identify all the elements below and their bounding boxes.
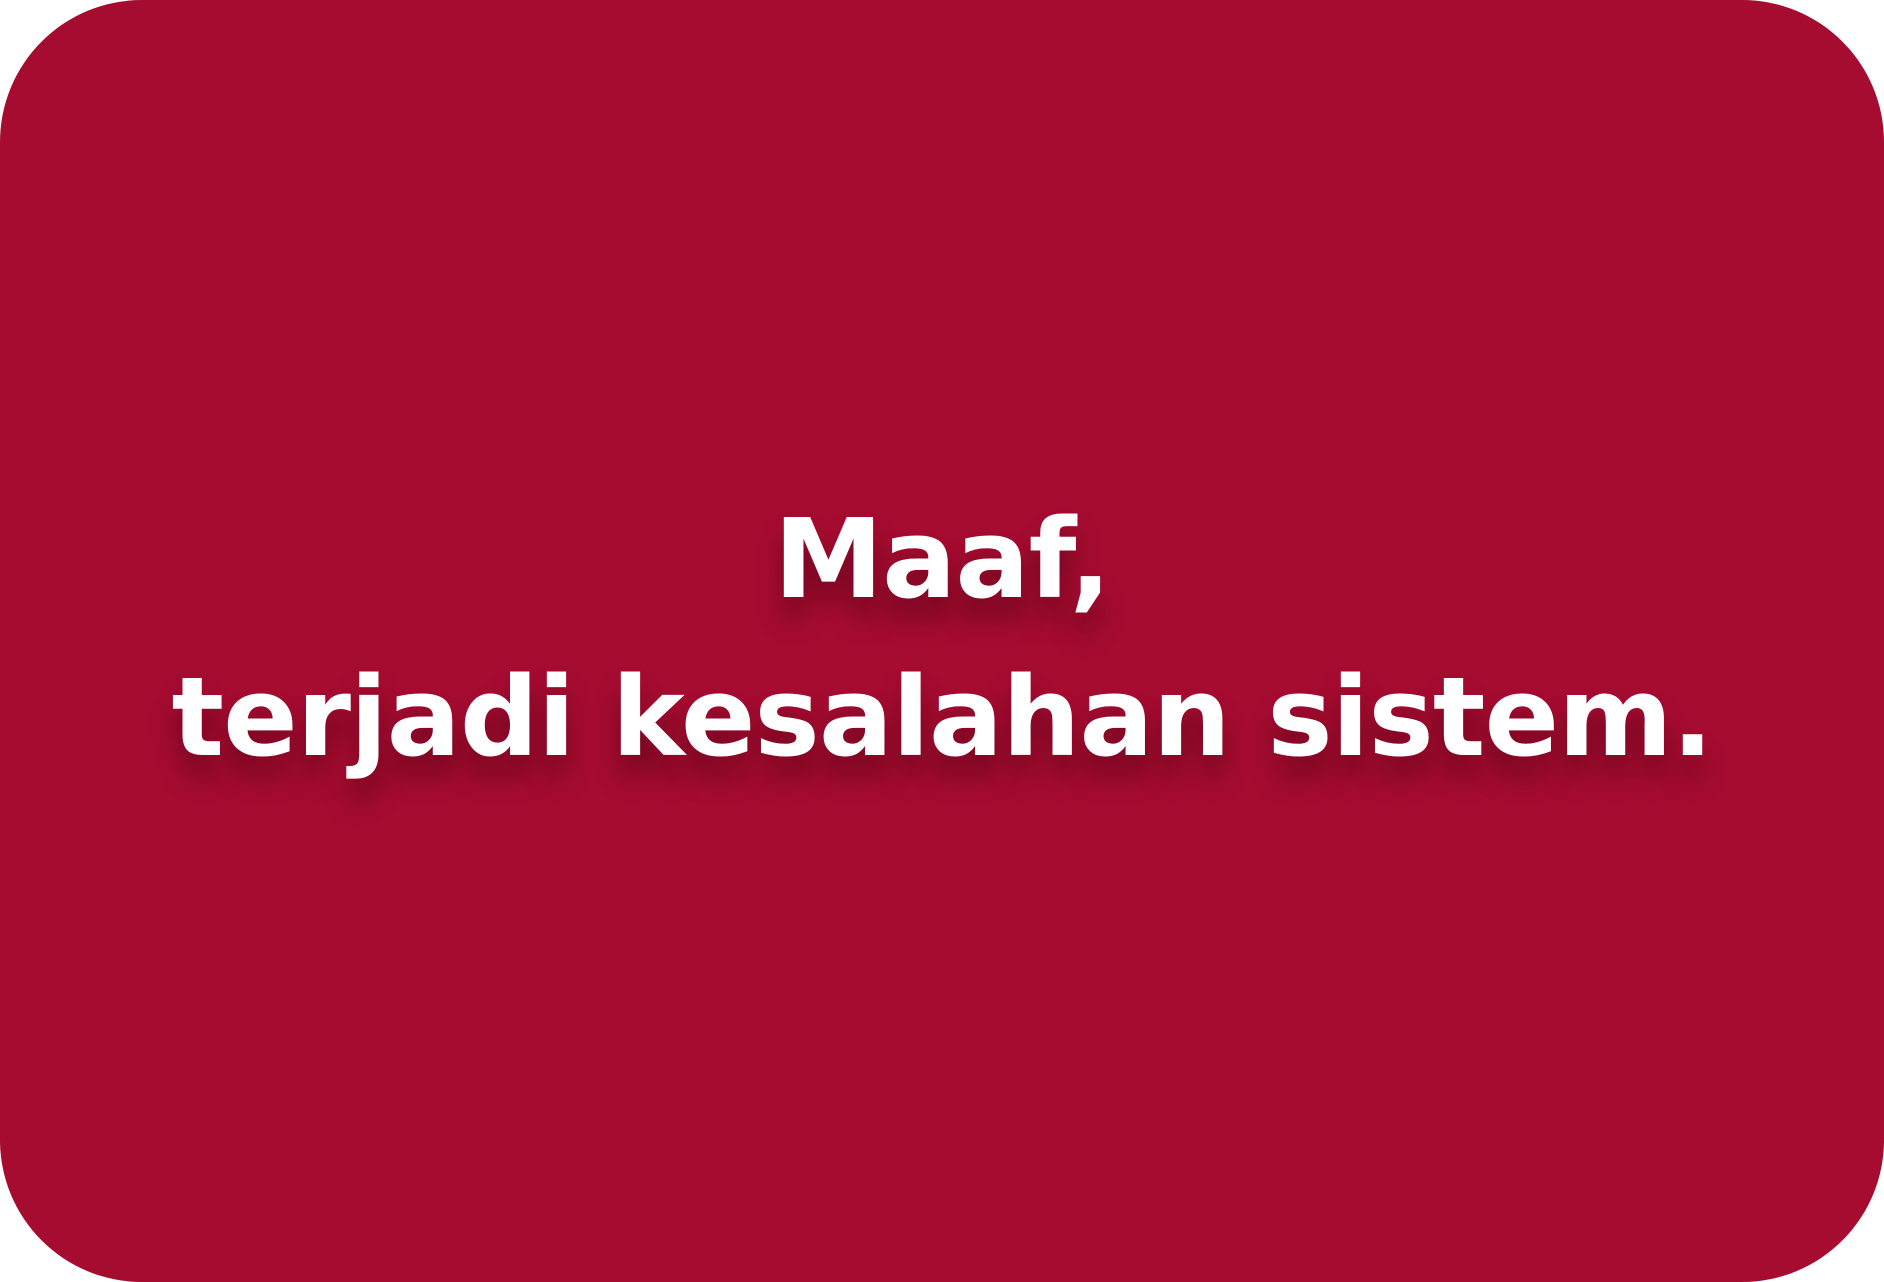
error-message-line-1: Maaf, bbox=[773, 495, 1111, 623]
error-message-line-2: terjadi kesalahan sistem. bbox=[171, 653, 1713, 781]
error-message bbox=[172, 480, 1713, 796]
